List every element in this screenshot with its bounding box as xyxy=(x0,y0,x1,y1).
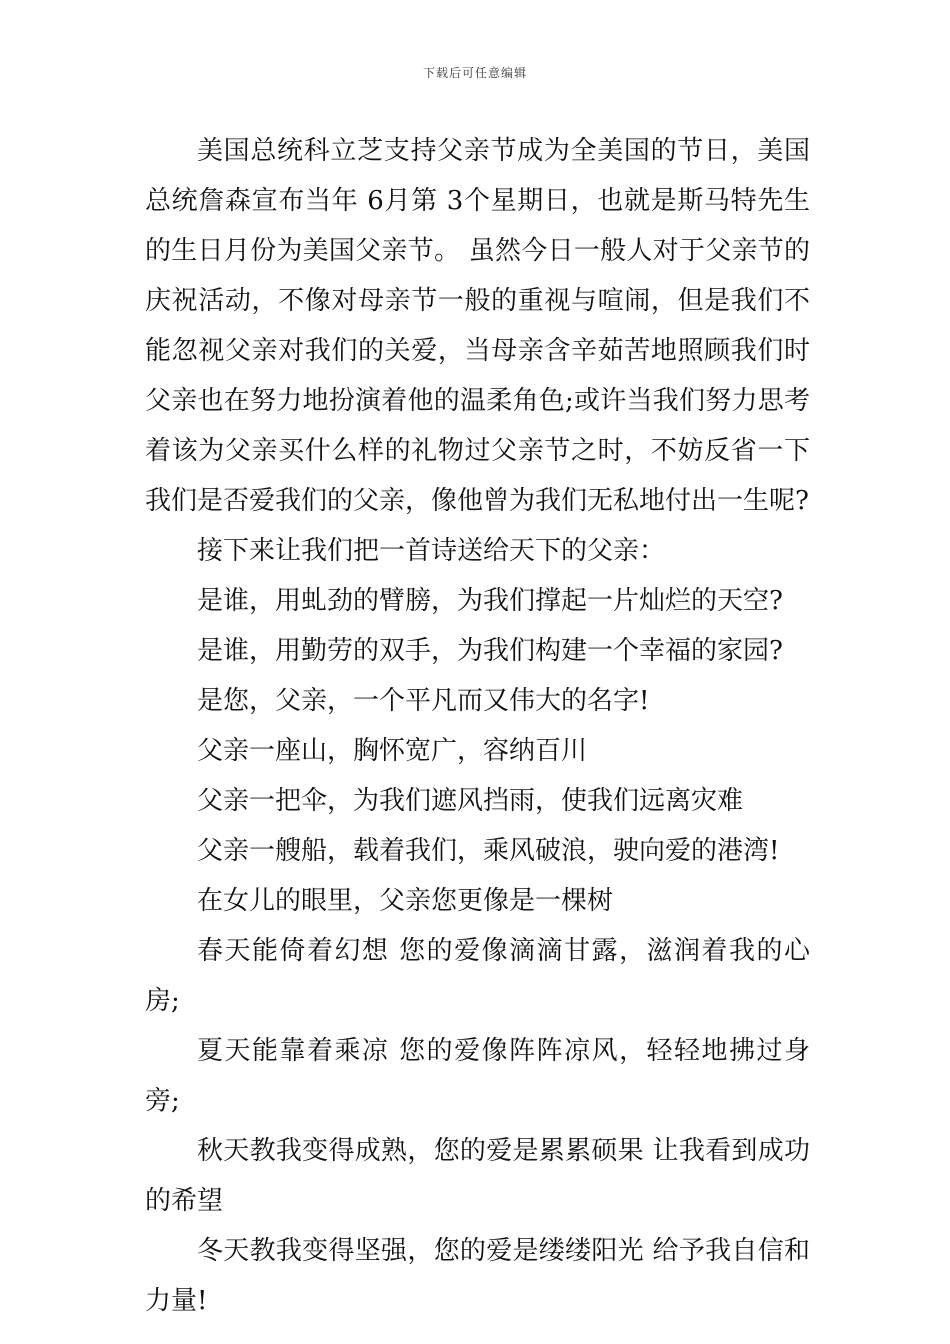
poem-line-summer: 夏天能靠着乘凉 您的爱像阵阵凉风，轻轻地拂过身旁; xyxy=(145,1036,810,1116)
paragraph-poem-intro: 接下来让我们把一首诗送给天下的父亲： xyxy=(197,536,666,566)
poem-line: 是谁，用虬劲的臂膀，为我们撑起一片灿烂的天空? xyxy=(197,586,783,616)
poem-line-spring: 春天能倚着幻想 您的爱像滴滴甘露，滋润着我的心房; xyxy=(145,936,810,1016)
poem-line: 父亲一把伞，为我们遮风挡雨，使我们远离灾难 xyxy=(197,786,744,816)
paragraph-fathers-day-history: 美国总统科立芝支持父亲节成为全美国的节日，美国总统詹森宣布当年 6月第 3个星期日，也就是斯马特先生的生日月份为美国父亲节。 虽然今日一般人对于父亲节的庆祝活动，不像对母亲节一般的重视与喧闹，但是我们不能忽视父亲对我们的关爱，当母亲含辛茹苦地照顾我们时父亲也在努力地扮演着他的温柔角色;或许当我们努力思考着该为父亲买什么样的礼物过父亲节之时，不妨反省一下我们是否爱我们的父亲，像他曾为我们无私地付出一生呢? xyxy=(145,136,810,516)
document-body xyxy=(145,126,810,1326)
poem-line-winter: 冬天教我变得坚强，您的爱是缕缕阳光 给予我自信和力量! xyxy=(145,1236,810,1316)
poem-line: 是您，父亲，一个平凡而又伟大的名字! xyxy=(197,686,650,716)
poem-line: 是谁，用勤劳的双手，为我们构建一个幸福的家园? xyxy=(197,636,783,666)
poem-line: 在女儿的眼里，父亲您更像是一棵树 xyxy=(197,886,614,916)
poem-line: 父亲一艘船，载着我们，乘风破浪，驶向爱的港湾! xyxy=(197,836,780,866)
page-header-note: 下载后可任意编辑 xyxy=(422,66,527,80)
poem-line-autumn: 秋天教我变得成熟，您的爱是累累硕果 让我看到成功的希望 xyxy=(145,1136,810,1216)
poem-line: 父亲一座山，胸怀宽广，容纳百川 xyxy=(197,736,588,766)
